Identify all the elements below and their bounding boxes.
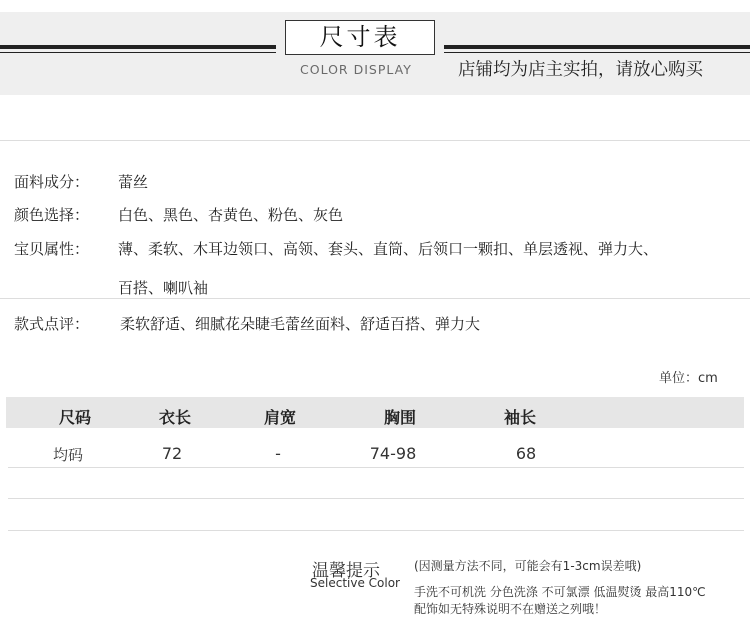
fabric-label: 面料成分： — [14, 173, 90, 191]
table-row-line — [8, 498, 744, 499]
divider — [0, 298, 750, 299]
header-left-rule — [0, 45, 276, 49]
cell-size: 均码 — [52, 446, 83, 464]
review-label: 款式点评： — [14, 315, 90, 333]
review-value: 柔软舒适、细腻花朵睫毛蕾丝面料、舒适百搭、弹力大 — [120, 315, 481, 333]
header-left-rule-thin — [0, 52, 276, 53]
cell-bust: 74-98 — [369, 444, 417, 463]
attribute-label: 宝贝属性： — [14, 240, 90, 258]
header-right-rule-thin — [444, 52, 750, 53]
header-size: 尺码 — [58, 408, 91, 427]
header-bust: 胸围 — [383, 408, 416, 427]
tips-title-en: Selective Color — [310, 576, 400, 590]
tips-line-2: 手洗不可机洗 分色洗涤 不可氯漂 低温熨烫 最高110℃ — [414, 585, 706, 599]
cell-shoulder: - — [275, 444, 281, 463]
tips-line-3: 配饰如无特殊说明不在赠送之列哦！ — [414, 602, 607, 616]
fabric-value: 蕾丝 — [118, 173, 149, 191]
divider — [0, 140, 750, 141]
header-length: 衣长 — [158, 408, 191, 427]
table-row-line — [8, 530, 744, 531]
attribute-value: 薄、柔软、木耳边领口、高领、套头、直筒、后领口一颗扣、单层透视、弹力大、 — [118, 240, 659, 258]
color-label: 颜色选择： — [14, 206, 90, 224]
page-subtitle: COLOR DISPLAY — [300, 62, 412, 77]
page-title: 尺寸表 — [285, 20, 435, 55]
unit-label: 单位：cm — [659, 371, 718, 386]
attribute-value-cont: 百搭、喇叭袖 — [118, 279, 209, 297]
color-value: 白色、黑色、杏黄色、粉色、灰色 — [118, 206, 344, 224]
cell-length: 72 — [161, 444, 183, 463]
table-row-line — [8, 467, 744, 468]
tips-line-1: (因测量方法不同，可能会有1-3cm误差哦) — [414, 559, 642, 573]
header-right-rule — [444, 45, 750, 49]
tips-title: 温馨提示 — [312, 561, 380, 581]
cell-sleeve: 68 — [515, 444, 537, 463]
header-sleeve: 袖长 — [503, 408, 536, 427]
header-shoulder: 肩宽 — [263, 408, 296, 427]
slogan-text: 店铺均为店主实拍，请放心购买 — [458, 60, 703, 80]
